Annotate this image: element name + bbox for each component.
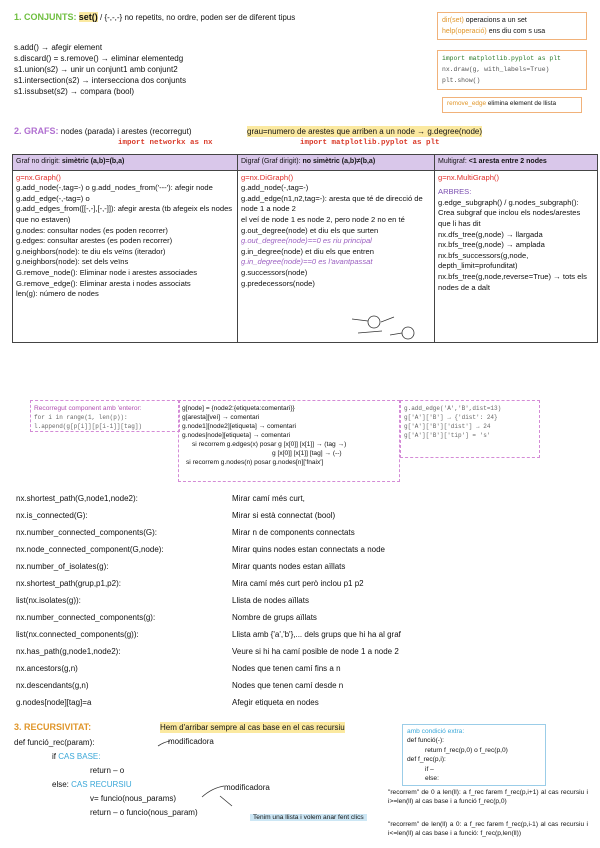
code-line: plt.show() xyxy=(442,77,481,84)
modificadora-label: modificadora xyxy=(224,783,270,792)
extra-line: else: xyxy=(425,775,439,783)
graf-item: g.neighbors(node): te diu els veïns (iterador) xyxy=(16,246,166,256)
rec-if xyxy=(52,751,100,762)
import-networkx: import networkx as nx xyxy=(118,139,213,147)
code-line: import matplotlib.pyplot as plt xyxy=(442,55,561,62)
digraf-item: g.add_edge(n1,n2,tag=-): aresta que té de direcció de node 1 a node 2 xyxy=(241,193,423,214)
graf-item: g.nodes: consultar nodes (es poden recorrer) xyxy=(16,225,168,235)
col-digraf xyxy=(238,170,435,342)
digraf-item: g.successors(node) xyxy=(241,267,308,277)
rec-return2: return – o funcio(nous_param) xyxy=(90,808,198,817)
graf-item: g.add_edge(-,-tag=) o xyxy=(16,193,90,203)
conjunts-header xyxy=(14,12,295,23)
grau-note: grau=numero de arestes que arriben a un node → g.degree(node) xyxy=(247,127,483,136)
rec-def: def funció_rec(param): xyxy=(14,738,95,747)
conjunt-line: s.discard() = s.remove() → eliminar elementedg xyxy=(14,54,184,63)
multigraf-item: g=nx.MultiGraph() xyxy=(438,172,499,182)
col-graf-head xyxy=(13,155,238,171)
col-multigraf xyxy=(435,170,598,342)
col-graf xyxy=(13,170,238,342)
rec-cas-rec: CAS RECURSIU xyxy=(71,780,132,789)
access-line: g[node] = {node2:{etiqueta:comentari}} xyxy=(182,405,295,412)
function-name: nx.number_connected_components(G): xyxy=(16,528,157,537)
recursivitat-note: Hem d'arribar sempre al cas base en el cas recursiu xyxy=(160,723,345,732)
multigraf-item: nx.bfs_tree(g,node,reverse=True) → tots els nodes de a dalt xyxy=(438,271,587,292)
digraf-item: g.in_degree(node) et diu els que entren xyxy=(241,246,374,256)
grafs-desc: nodes (parada) i arestes (recorregut) xyxy=(60,127,192,136)
access-line: g.nodes[node][etiqueta] → comentari xyxy=(182,432,291,439)
edge-dict-line: g.add_edge('A','B',dist=13) xyxy=(404,405,502,412)
extra-line: def funció(-): xyxy=(407,737,445,745)
function-desc: Llista amb {'a','b'},... dels grups que hi ha al graf xyxy=(232,630,401,639)
extra-line: if – xyxy=(425,765,434,773)
col-multigraf-head-desc: <1 aresta entre 2 nodes xyxy=(466,158,547,165)
function-name: nx.has_path(g,node1,node2): xyxy=(16,647,121,656)
function-name: nx.ancestors(g,n) xyxy=(16,664,78,673)
graf-item: g.add_edges_from([[-,-],[-,-]]): afegir aresta (tb afegeix els nodes que no estaven) xyxy=(16,204,233,224)
col-graf-head-label: Graf no dirigit: xyxy=(16,158,60,165)
conjunt-line: s1.issubset(s2) → compara (bool) xyxy=(14,87,135,96)
edge-dict-line: g['A']['B']['tip'] = 's' xyxy=(404,432,491,439)
function-name: nx.shortest_path(G,node1,node2): xyxy=(16,494,138,503)
function-desc: Mirar n de components connectats xyxy=(232,528,355,537)
rec-cas-base: CAS BASE: xyxy=(58,752,101,761)
graf-item: len(g): número de nodes xyxy=(16,289,99,299)
extra-title: amb condició extra: xyxy=(407,728,465,735)
multigraf-item: nx.bfs_successors(g,node, depth_limit=profunditat) xyxy=(438,250,529,271)
grafs-table-body xyxy=(13,170,598,342)
digraf-item: g.in_degree(node)==0 es l'avantpassat xyxy=(241,257,373,267)
modificadora-label: modificadora xyxy=(168,737,214,746)
col-graf-head-desc: simètric (a,b)=(b,a) xyxy=(59,158,125,165)
graf-item: G.remove_edge(): Eliminar aresta i nodes associats xyxy=(16,278,191,288)
rec-return1: return – o xyxy=(90,766,125,775)
extra-line: return f_rec(p,0) o f_rec(p,0) xyxy=(425,746,508,754)
recorregut-title: Recorregut component amb 'enteror: xyxy=(34,405,142,412)
function-name: list(nx.isolates(g)): xyxy=(16,596,81,605)
recorregut-code: for i in range(1, len(p)): xyxy=(34,414,128,421)
multigraf-item: nx.dfs_tree(g,node) → llargada xyxy=(438,229,543,239)
function-name: nx.number_connected_components(g): xyxy=(16,613,156,622)
remove-edge-label: remove_edge xyxy=(447,100,487,107)
function-name: nx.node_connected_component(G,node): xyxy=(16,545,164,554)
function-name: nx.is_connected(G): xyxy=(16,511,88,520)
successor-diagram xyxy=(348,309,428,341)
conjunt-line: s1.union(s2) → unir un conjunt1 amb conjunt2 xyxy=(14,65,178,74)
function-name: g.nodes[node][tag]=a xyxy=(16,698,92,707)
grafs-table xyxy=(12,154,598,343)
col-digraf-head xyxy=(238,155,435,171)
function-desc: Llista de nodes aïllats xyxy=(232,596,309,605)
edge-dict-box xyxy=(400,400,540,458)
recorregut-box xyxy=(30,400,180,432)
import-matplotlib: import matplotlib.pyplot as plt xyxy=(300,139,440,147)
function-name: nx.descendants(g,n) xyxy=(16,681,89,690)
set-desc: / {-,-,-} no repetits, no ordre, poden ser de diferent tipus xyxy=(100,13,296,22)
function-desc: Afegir etiqueta en nodes xyxy=(232,698,319,707)
function-name: nx.number_of_isolates(g): xyxy=(16,562,109,571)
rec-v: v= funcio(nous_params) xyxy=(90,794,177,803)
graf-item: G.remove_node(): Eliminar node i arestes associades xyxy=(16,267,198,277)
col-digraf-head-label: Digraf (Graf dirigit): xyxy=(241,158,301,165)
grafs-header xyxy=(14,126,191,137)
function-desc: Nombre de grups aïllats xyxy=(232,613,317,622)
multigraf-item: nx.bfs_tree(g,node) → amplada xyxy=(438,240,545,250)
access-line: g[aresta][veí] → comentari xyxy=(182,414,260,421)
dir-set-desc: operacions a un set xyxy=(463,17,527,24)
conjunt-line: s.add() → afegir element xyxy=(14,43,103,52)
rec-else xyxy=(52,779,132,790)
remove-edge-desc: elimina element de llista xyxy=(486,100,557,107)
rec-else-kw: else: xyxy=(52,780,69,789)
hint-label: Tenim una llista i volem anar fent clics xyxy=(250,814,367,821)
recursivitat-title: 3. RECURSIVITAT: xyxy=(14,722,92,732)
extra-line: def f_rec(p,i): xyxy=(407,756,446,764)
code-line: nx.draw(g, with_labels=True) xyxy=(442,66,550,73)
digraf-item: g.out_degree(node) et diu els que surten xyxy=(241,225,379,235)
digraf-item: g.out_degree(node)==0 es riu principal xyxy=(241,236,372,246)
edge-dict-line: g['A']['B']['dist'] → 24 xyxy=(404,423,491,430)
note-forward: "recorrem" de 0 a len(ll): a f_rec farem f_rec(p,i+1) al cas recursiu i i>=len(ll) al cas base i a funció f_rec(p,0) xyxy=(388,789,588,805)
function-desc: Mira camí més curt però inclou p1 p2 xyxy=(232,579,364,588)
function-name: nx.shortest_path(grup,p1,p2): xyxy=(16,579,121,588)
col-digraf-head-desc: no simètric (a,b)≠(b,a) xyxy=(300,158,376,165)
function-desc: Mirar si està connectat (bool) xyxy=(232,511,336,520)
function-desc: Nodes que tenen camí fins a n xyxy=(232,664,341,673)
graf-item: g.edges: consultar arestes (es poden recorrer) xyxy=(16,236,173,246)
digraf-item: g=nx.DiGraph() xyxy=(241,172,294,182)
access-line: si recorrem g.nodes(n) posar g.nodes[n]['fnaix'] xyxy=(186,459,324,466)
grafs-table-header xyxy=(13,155,598,171)
access-notation-box xyxy=(178,400,400,482)
remove-edge-box xyxy=(442,97,582,113)
col-multigraf-head xyxy=(435,155,598,171)
multigraf-item: g.edge_subgraph() / g.nodes_subgraph(): Crea subgraf que inclou els nodes/arestes que li has dit xyxy=(438,197,581,228)
conjunt-line: s1.intersection(s2) → intersecciona dos conjunts xyxy=(14,76,187,85)
note-backward: "recorrem" de len(ll) a 0: a f_rec farem f_rec(p,i-1) al cas recursiu i i<=len(ll) al cas base i a funció: f_rec(p,len(ll)) xyxy=(388,821,588,837)
function-desc: Mirar quants nodes estan aïllats xyxy=(232,562,346,571)
function-desc: Nodes que tenen camí desde n xyxy=(232,681,344,690)
function-name: list(nx.connected_components(g)): xyxy=(16,630,139,639)
function-desc: Mirar quins nodes estan connectats a node xyxy=(232,545,385,554)
arbres-title: ARBRES: xyxy=(438,187,472,197)
graf-item: g=nx.Graph() xyxy=(16,172,61,182)
function-desc: Veure si hi ha camí posible de node 1 a node 2 xyxy=(232,647,399,656)
edge-dict-line: g['A']['B'] → {'dist': 24} xyxy=(404,414,498,421)
plot-code-box xyxy=(437,50,587,90)
help-desc: ens diu com s usa xyxy=(486,28,546,35)
dir-set-label: dir(set) xyxy=(442,17,464,24)
access-line: g.node1][node2][etiqueta] → comentari xyxy=(182,423,297,430)
graf-item: g.neighbors(node): set dels veïns xyxy=(16,257,129,267)
conjunts-title: 1. CONJUNTS: xyxy=(14,12,77,22)
rec-if-kw: if xyxy=(52,752,56,761)
extra-condition-box xyxy=(402,724,546,786)
grafs-title: 2. GRAFS: xyxy=(14,126,59,136)
graf-item: g.add_node(-,tag=-) o g.add_nodes_from('---'): afegir node xyxy=(16,183,213,193)
set-label: set() xyxy=(78,12,98,22)
access-line: si recorrem g.edges(x) posar g [x[0]] [x[1]] → (tag →) xyxy=(192,441,347,448)
help-label: help(operació) xyxy=(442,28,487,35)
digraf-item: el veí de node 1 es node 2, pero node 2 no en té xyxy=(241,214,405,224)
col-multigraf-head-label: Multigraf: xyxy=(438,158,467,165)
digraf-item: g.predecessors(node) xyxy=(241,278,315,288)
recorregut-code: l.append(g[p[i]][p[i-1]][tag]) xyxy=(34,423,143,430)
digraf-item: g.add_node(-,tag=-) xyxy=(241,183,309,193)
function-desc: Mirar camí més curt, xyxy=(232,494,305,503)
access-line: g [x[0]] [x[1]] [tag] → (--) xyxy=(272,450,342,457)
modificadora-arrows xyxy=(150,740,270,820)
dir-help-box xyxy=(437,12,587,40)
conjunts-list xyxy=(14,42,186,97)
